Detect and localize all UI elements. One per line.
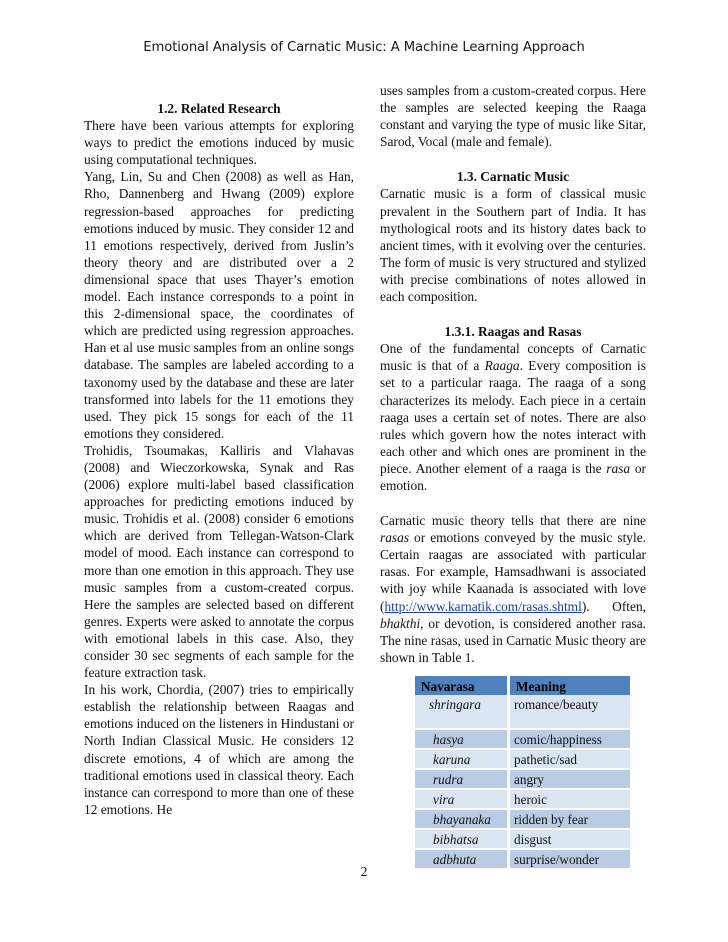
table-header-navarasa: Navarasa <box>415 676 509 695</box>
table-cell-rasa: hasya <box>415 729 509 749</box>
table-row <box>415 789 632 809</box>
table-cell-rasa: rudra <box>415 769 509 789</box>
raagas-paragraph: One of the fundamental concepts of Carnatic music is that of a Raaga. Every composition is set to a particular raaga. The raaga of a song characterizes its melody. Each piece in a certain raaga uses a certain set of notes. There are also rules which govern how the notes interact with each other and which ones are prominent in the piece. Another element of a raaga is the rasa or emotion. <box>380 341 646 493</box>
table-cell-meaning: pathetic/sad <box>509 749 632 769</box>
table-cell-meaning: disgust <box>509 829 632 849</box>
right-column <box>380 82 646 870</box>
subsection-heading-raagas-rasas: 1.3.1. Raagas and Rasas <box>444 324 582 340</box>
table-cell-rasa: bhayanaka <box>415 809 509 829</box>
raaga-term: Raaga <box>484 358 520 374</box>
related-research-regression: Yang, Lin, Su and Chen (2008) as well as Han, Rho, Dannenberg and Hwang (2009) explore regression-based approaches for predicting emotions induced by music. They consider 12 and 11 emotions respectively, derived from Juslin’s theory theory and are distributed over a 2 dimensional space that uses Thayer’s emotion model. Each instance corresponds to a point in this 2-dimensional space, the coordinates of which are predicted using regression approaches. Han et al use music samples from an online songs database. The samples are labeled according to a taxonomy used by the database and these are later transformed into labels for the 11 emotions they used. They pick 15 songs for each of the 11 emotions they considered. <box>84 169 354 441</box>
table-cell-rasa: bibhatsa <box>415 829 509 849</box>
table-cell-rasa: vira <box>415 789 509 809</box>
rasas-term: rasas <box>380 530 410 546</box>
table-cell-meaning: romance/beauty <box>509 695 632 729</box>
section-heading-carnatic-music: 1.3. Carnatic Music <box>456 169 570 185</box>
table-row <box>415 829 632 849</box>
page-number: 2 <box>360 864 368 879</box>
table-cell-meaning: surprise/wonder <box>509 849 632 869</box>
running-header: Emotional Analysis of Carnatic Music: A Machine Learning Approach <box>143 40 585 55</box>
table-row <box>415 769 632 789</box>
left-column <box>84 100 354 818</box>
related-research-continuation: uses samples from a custom-created corpus. Here the samples are selected keeping the Raaga constant and varying the type of music like Sitar, Sarod, Vocal (male and female). <box>380 83 646 150</box>
related-research-intro: There have been various attempts for exploring ways to predict the emotions induced by music using computational techniques. <box>84 118 354 168</box>
table-row <box>415 809 632 829</box>
carnatic-music-paragraph: Carnatic music is a form of classical music prevalent in the Southern part of India. It has mythological roots and its history dates back to ancient times, with it evolving over the centuries. The form of music is very structured and stylized with precise combinations of notes allowed in each composition. <box>380 186 646 305</box>
table-header-meaning: Meaning <box>509 676 632 695</box>
related-research-chordia: In his work, Chordia, (2007) tries to empirically establish the relationship between Raagas and emotions induced on the listeners in Hindustani or North Indian Classical Music. He considers 12 discrete emotions, 4 of which are among the traditional emotions used in classical theory. Each instance can correspond to more than one of these 12 emotions. He <box>84 682 354 817</box>
table-cell-meaning: comic/happiness <box>509 729 632 749</box>
table-row <box>415 695 632 729</box>
table-cell-rasa: shringara <box>415 695 509 729</box>
table-cell-meaning: ridden by fear <box>509 809 632 829</box>
rasas-paragraph: Carnatic music theory tells that there are nine rasas or emotions conveyed by the music style. Certain raagas are associated with particular rasas. For example, Hamsadhwani is associated with joy while Kaanada is associated with love (http://www.karnatik.com/rasas.shtml). Often, bhakthi, or devotion, is considered another rasa. The nine rasas, used in Carnatic Music theory are shown in Table 1. <box>380 513 646 665</box>
navarasa-table <box>415 676 633 870</box>
table-cell-rasa: karuna <box>415 749 509 769</box>
karnatik-link[interactable]: http://www.karnatik.com/rasas.shtml <box>384 598 582 614</box>
table-cell-rasa: adbhuta <box>415 849 509 869</box>
table-cell-meaning: heroic <box>509 789 632 809</box>
table-row <box>415 729 632 749</box>
table-cell-meaning: angry <box>509 769 632 789</box>
section-heading-related-research: 1.2. Related Research <box>157 101 281 116</box>
table-row <box>415 749 632 769</box>
related-research-multilabel: Trohidis, Tsoumakas, Kalliris and Vlahavas (2008) and Wieczorkowska, Synak and Ras (2006) explore multi-label based classification approaches for predicting emotions induced by music. Trohidis et al. (2008) consider 6 emotions which are derived from Tellegan-Watson-Clark model of mood. Each instance can correspond to more than one emotion in this approach. They use music samples from a custom-created corpus. Here the samples are selected based on different genres. Experts were asked to annotate the corpus with emotional labels in this case. Also, they consider 30 sec segments of each sample for the feature extraction task. <box>84 442 354 681</box>
bhakthi-term: bhakthi <box>380 615 421 631</box>
rasa-term: rasa <box>606 460 631 476</box>
